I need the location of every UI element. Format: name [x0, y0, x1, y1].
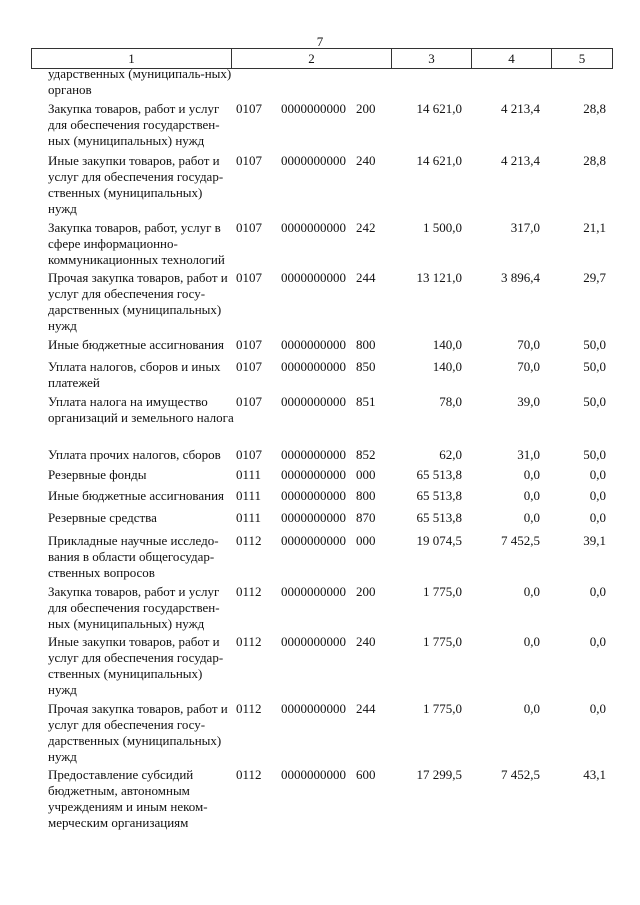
- row-target: 0000000000: [281, 394, 346, 409]
- row-fact: 317,0: [510, 220, 540, 235]
- row-plan: 14 621,0: [416, 101, 462, 116]
- row-section: 0112: [236, 767, 262, 782]
- column-header-4: 4: [471, 48, 552, 69]
- row-name: Закупка товаров, работ, услуг в сфере информационно-коммуникационных технологий: [48, 220, 225, 267]
- column-header-5: 5: [551, 48, 613, 69]
- row-name: Иные бюджетные ассигнования: [48, 337, 225, 352]
- row-percent: 0,0: [589, 634, 606, 649]
- row-target: 0000000000: [281, 634, 346, 649]
- row-fact: 4 213,4: [501, 153, 540, 168]
- row-target: 0000000000: [281, 584, 346, 599]
- column-header-2: 2: [231, 48, 392, 69]
- row-target: 0000000000: [281, 101, 346, 116]
- row-section: 0107: [236, 153, 262, 168]
- row-plan: 14 621,0: [416, 153, 462, 168]
- row-section: 0107: [236, 394, 262, 409]
- row-plan: 65 513,8: [416, 488, 462, 503]
- row-type: 244: [356, 270, 376, 285]
- row-percent: 28,8: [583, 101, 606, 116]
- row-name: Уплата налогов, сборов и иных платежей: [48, 359, 221, 390]
- row-percent: 50,0: [583, 359, 606, 374]
- row-plan: 19 074,5: [416, 533, 462, 548]
- row-section: 0111: [236, 488, 262, 503]
- row-percent: 0,0: [589, 467, 606, 482]
- page-number: 7: [316, 34, 324, 49]
- row-plan: 1 775,0: [423, 634, 462, 649]
- row-fact: 0,0: [523, 488, 540, 503]
- row-type: 870: [356, 510, 376, 525]
- row-fact: 0,0: [523, 584, 540, 599]
- row-name: Закупка товаров, работ и услуг для обеспечения государствен-ных (муниципальных) нужд: [48, 584, 220, 631]
- row-fact: 0,0: [523, 510, 540, 525]
- row-target: 0000000000: [281, 359, 346, 374]
- row-name: Прикладные научные исследо-вания в области общегосудар-ственных вопросов: [48, 533, 219, 580]
- row-target: 0000000000: [281, 153, 346, 168]
- row-plan: 17 299,5: [416, 767, 462, 782]
- row-fact: 0,0: [523, 701, 540, 716]
- row-target: 0000000000: [281, 701, 346, 716]
- row-type: 242: [356, 220, 376, 235]
- row-type: 850: [356, 359, 376, 374]
- row-name: Прочая закупка товаров, работ и услуг для обеспечения госу-дарственных (муниципальных) нужд: [48, 270, 228, 333]
- row-section: 0111: [236, 510, 262, 525]
- row-section: 0107: [236, 447, 262, 462]
- row-plan: 78,0: [439, 394, 462, 409]
- row-fact: 7 452,5: [501, 767, 540, 782]
- row-fact: 70,0: [517, 337, 540, 352]
- row-percent: 43,1: [583, 767, 606, 782]
- row-fact: 7 452,5: [501, 533, 540, 548]
- row-section: 0112: [236, 584, 262, 599]
- row-name: Предоставление субсидий бюджетным, автономным учреждениям и иным неком-мерческим организациям: [48, 767, 208, 830]
- row-plan: 13 121,0: [416, 270, 462, 285]
- row-percent: 28,8: [583, 153, 606, 168]
- row-fact: 4 213,4: [501, 101, 540, 116]
- row-percent: 0,0: [589, 488, 606, 503]
- row-section: 0112: [236, 533, 262, 548]
- row-section: 0107: [236, 337, 262, 352]
- row-target: 0000000000: [281, 270, 346, 285]
- row-section: 0111: [236, 467, 262, 482]
- row-fact: 0,0: [523, 467, 540, 482]
- row-type: 851: [356, 394, 376, 409]
- row-name: Иные закупки товаров, работ и услуг для обеспечения государ-ственных (муниципальных) нужд: [48, 153, 224, 216]
- row-plan: 140,0: [432, 337, 462, 352]
- row-percent: 0,0: [589, 510, 606, 525]
- row-section: 0112: [236, 701, 262, 716]
- row-fact: 39,0: [517, 394, 540, 409]
- row-fact: 31,0: [517, 447, 540, 462]
- row-section: 0107: [236, 270, 262, 285]
- row-type: 200: [356, 101, 376, 116]
- row-target: 0000000000: [281, 220, 346, 235]
- row-type: 600: [356, 767, 376, 782]
- row-target: 0000000000: [281, 533, 346, 548]
- row-plan: 1 500,0: [423, 220, 462, 235]
- row-percent: 39,1: [583, 533, 606, 548]
- row-fact: 0,0: [523, 634, 540, 649]
- row-percent: 50,0: [583, 337, 606, 352]
- row-target: 0000000000: [281, 488, 346, 503]
- row-plan: 140,0: [432, 359, 462, 374]
- row-name: Прочая закупка товаров, работ и услуг для обеспечения госу-дарственных (муниципальных) нужд: [48, 701, 228, 764]
- row-percent: 21,1: [583, 220, 606, 235]
- row-name: Уплата налога на имущество организаций и земельного налога: [48, 394, 234, 425]
- row-section: 0112: [236, 634, 262, 649]
- row-plan: 65 513,8: [416, 467, 462, 482]
- row-name: Резервные средства: [48, 510, 157, 525]
- row-type: 000: [356, 467, 376, 482]
- row-type: 200: [356, 584, 376, 599]
- row-name: Иные бюджетные ассигнования: [48, 488, 225, 503]
- row-name: Уплата прочих налогов, сборов: [48, 447, 221, 462]
- row-plan: 65 513,8: [416, 510, 462, 525]
- row-target: 0000000000: [281, 467, 346, 482]
- row-type: 800: [356, 337, 376, 352]
- row-target: 0000000000: [281, 510, 346, 525]
- row-percent: 29,7: [583, 270, 606, 285]
- row-type: 800: [356, 488, 376, 503]
- row-type: 240: [356, 153, 376, 168]
- continued-row-text: ударственных (муниципаль-ных) органов: [48, 66, 232, 97]
- column-header-1: 1: [31, 48, 232, 69]
- row-name: Закупка товаров, работ и услуг для обеспечения государствен-ных (муниципальных) нужд: [48, 101, 220, 148]
- row-name: Иные закупки товаров, работ и услуг для обеспечения государ-ственных (муниципальных) нужд: [48, 634, 224, 697]
- row-type: 244: [356, 701, 376, 716]
- row-fact: 3 896,4: [501, 270, 540, 285]
- row-type: 852: [356, 447, 376, 462]
- row-section: 0107: [236, 359, 262, 374]
- row-plan: 1 775,0: [423, 701, 462, 716]
- row-percent: 0,0: [589, 584, 606, 599]
- row-plan: 1 775,0: [423, 584, 462, 599]
- row-percent: 50,0: [583, 394, 606, 409]
- row-percent: 0,0: [589, 701, 606, 716]
- row-type: 000: [356, 533, 376, 548]
- row-plan: 62,0: [439, 447, 462, 462]
- row-section: 0107: [236, 220, 262, 235]
- row-section: 0107: [236, 101, 262, 116]
- row-target: 0000000000: [281, 337, 346, 352]
- row-percent: 50,0: [583, 447, 606, 462]
- row-name: Резервные фонды: [48, 467, 147, 482]
- row-fact: 70,0: [517, 359, 540, 374]
- column-header-3: 3: [391, 48, 472, 69]
- row-type: 240: [356, 634, 376, 649]
- row-target: 0000000000: [281, 767, 346, 782]
- row-target: 0000000000: [281, 447, 346, 462]
